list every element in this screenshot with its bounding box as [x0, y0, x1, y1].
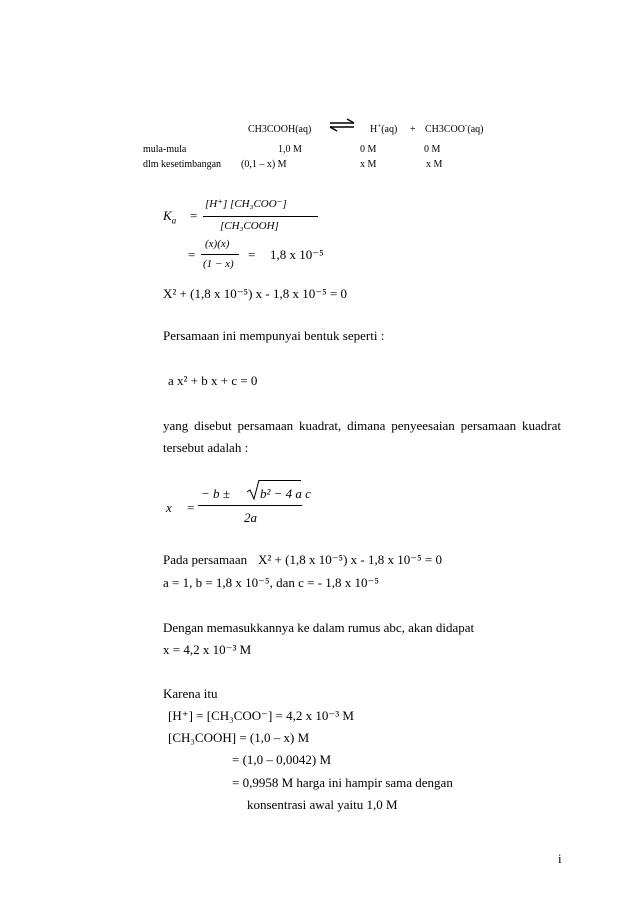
row-initial-reactant: 1,0 M — [278, 144, 302, 155]
ka-fraction2-numerator: (x)(x) — [205, 238, 230, 250]
row-initial-h: 0 M — [360, 144, 377, 155]
reaction-product-acetate: CH3COO-(aq) — [425, 121, 484, 135]
formula-fraction-bar — [198, 505, 302, 506]
reaction-plus: + — [410, 124, 416, 135]
row-initial-label: mula-mula — [143, 144, 187, 155]
concentration-acid-step: = (1,0 – 0,0042) M — [232, 752, 332, 767]
equilibrium-arrow-icon — [328, 118, 356, 132]
quadratic-equation: X² + (1,8 x 10⁻⁵) x - 1,8 x 10⁻⁵ = 0 — [163, 286, 347, 301]
row-initial-acetate: 0 M — [424, 144, 441, 155]
page-number: i — [558, 851, 562, 866]
paragraph-substitution-equation: X² + (1,8 x 10⁻⁵) x - 1,8 x 10⁻⁵ = 0 — [258, 552, 442, 567]
reaction-product-h: H+(aq) — [370, 121, 398, 135]
ka-fraction2-denominator: (1 − x) — [203, 258, 234, 270]
ka-numerator: [H⁺] [CH₃COO⁻] — [205, 198, 287, 210]
paragraph-abc-result-intro: Dengan memasukkannya ke dalam rumus abc, akan didapat — [163, 620, 475, 635]
ka-fraction-bar — [203, 216, 318, 217]
general-quadratic-form: a x² + b x + c = 0 — [168, 373, 258, 388]
paragraph-coefficients: a = 1, b = 1,8 x 10⁻⁵, dan c = - 1,8 x 10⁻⁵ — [163, 575, 379, 590]
square-root-icon — [246, 479, 260, 501]
concentration-acid: [CH₃COOH] = (1,0 – x) M — [168, 730, 310, 745]
ka-equals-3: = — [248, 247, 256, 262]
ka-equals: = — [190, 208, 198, 223]
concentration-acid-result: = 0,9958 M harga ini hampir sama dengan — [232, 775, 453, 790]
row-equilibrium-label: dlm kesetimbangan — [143, 159, 222, 170]
paragraph-form-intro: Persamaan ini mempunyai bentuk seperti : — [163, 328, 385, 343]
radical-overline — [259, 480, 301, 481]
formula-denominator: 2a — [244, 510, 257, 525]
row-equilibrium-h: x M — [360, 159, 377, 170]
concentration-remark: konsentrasi awal yaitu 1,0 M — [247, 797, 398, 812]
paragraph-conclusion-intro: Karena itu — [163, 686, 218, 701]
paragraph-x-value: x = 4,2 x 10⁻³ M — [163, 642, 252, 657]
concentration-ions: [H⁺] = [CH₃COO⁻] = 4,2 x 10⁻³ M — [168, 708, 354, 723]
ka-value: 1,8 x 10⁻⁵ — [270, 247, 324, 262]
reaction-reactant: CH3COOH(aq) — [248, 124, 312, 135]
ka-denominator: [CH₃COOH] — [220, 220, 279, 232]
paragraph-quadratic-line2: tersebut adalah : — [163, 440, 249, 455]
ka-fraction2-bar — [201, 254, 239, 255]
formula-lhs: x — [166, 500, 172, 515]
ka-symbol: $K_a$ — [163, 208, 177, 226]
ka-equals-2: = — [188, 247, 196, 262]
paragraph-substitution-label: Pada persamaan — [163, 552, 248, 567]
formula-radicand: b² − 4 a c — [260, 486, 311, 501]
paragraph-quadratic-line1: yang disebut persamaan kuadrat, dimana penyeesaian persamaan kuadrat — [163, 418, 561, 433]
row-equilibrium-acetate: x M — [426, 159, 443, 170]
formula-numerator-prefix: − b ± — [201, 486, 230, 501]
row-equilibrium-reactant: (0,1 – x) M — [241, 159, 287, 170]
formula-equals: = — [187, 500, 195, 515]
